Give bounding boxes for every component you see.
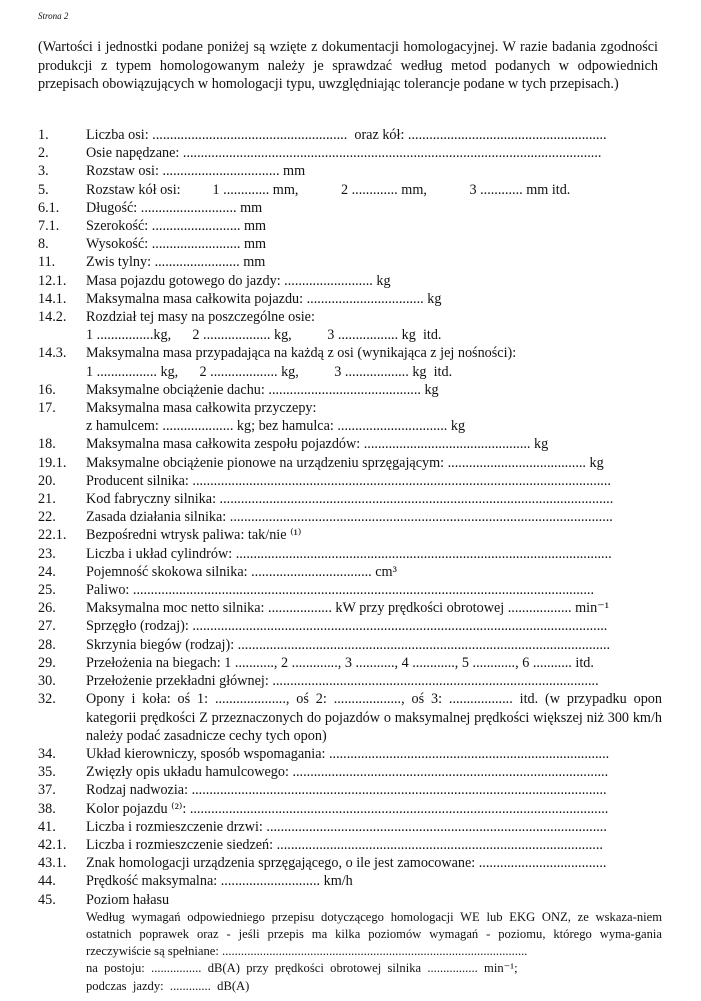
- item-text: [86, 617, 662, 635]
- form-item: [38, 836, 662, 854]
- item-text: [86, 800, 662, 818]
- item-number: 21.: [38, 491, 56, 508]
- intro-paragraph: (Wartości i jednostki podane poniżej są wzięte z dokumentacji homologacyjnej. W razie badania zgodności produkcji z typem homologowanym należy je sprawdzać według metod podanych w odpowiednich przepisach obowiązujących w homologacji typu, uwzględniając tolerancje podane w tych przepisach.): [38, 39, 658, 92]
- item-text: [86, 181, 662, 199]
- item-number: 20.: [38, 472, 56, 489]
- item-line: Skrzynia biegów (rodzaj): .........................................................................................................: [86, 636, 611, 653]
- item-line: Prędkość maksymalna: ............................ km/h: [86, 873, 353, 890]
- form-item: [38, 818, 662, 836]
- item-number: 12.1.: [38, 272, 67, 289]
- item-text: [86, 891, 662, 909]
- item-number: 7.1.: [38, 218, 60, 235]
- form-item: [38, 144, 662, 162]
- item-text: [86, 763, 662, 781]
- item-text: [86, 854, 662, 872]
- form-item: [38, 472, 662, 490]
- item-line: Szerokość: ......................... mm: [86, 218, 267, 235]
- item-line: Rodzaj nadwozia: .....................................................................................................................: [86, 782, 607, 799]
- item-number: 23.: [38, 545, 56, 562]
- item-number: 6.1.: [38, 199, 60, 216]
- item-line: Kod fabryczny silnika: ...............................................................................................................: [86, 491, 614, 508]
- form-item: [38, 490, 662, 508]
- item-line: Maksymalna masa całkowita przyczepy:: [86, 400, 317, 417]
- form-item: [38, 781, 662, 799]
- noise-level-block: [86, 909, 662, 995]
- form-item: [38, 763, 662, 781]
- item-text: [86, 599, 662, 617]
- form-item: [38, 435, 662, 453]
- item-line: Liczba osi: ....................................................... oraz kół: ........................................................: [86, 127, 607, 143]
- item-text: [86, 545, 662, 563]
- item-number: 37.: [38, 782, 56, 799]
- form-item: [38, 199, 662, 217]
- item-line: z hamulcem: .................... kg; bez hamulca: ............................... kg: [86, 418, 466, 435]
- item-line: 1 ................. kg, 2 ................... kg, 3 .................. kg itd.: [86, 363, 453, 380]
- item-number: 32.: [38, 691, 56, 708]
- item-line: Paliwo: ..................................................................................................................................: [86, 582, 594, 599]
- form-item: [38, 599, 662, 617]
- item-text: [86, 435, 662, 453]
- form-item: [38, 672, 662, 690]
- item-text: [86, 144, 662, 162]
- item-line: Pojemność skokowa silnika: .................................. cm³: [86, 563, 397, 580]
- item-number: 5.: [38, 181, 49, 198]
- form-item: [38, 126, 662, 144]
- form-item: [38, 508, 662, 526]
- item-text: [86, 654, 662, 672]
- item-number: 43.1.: [38, 855, 67, 872]
- item-text: [86, 344, 662, 380]
- form-item: [38, 290, 662, 308]
- item-line: Długość: ........................... mm: [86, 199, 263, 216]
- item-text: [86, 672, 662, 690]
- item-number: 8.: [38, 236, 49, 253]
- item-number: 22.: [38, 509, 56, 526]
- form-item: [38, 745, 662, 763]
- item-list: [38, 126, 662, 995]
- item-line: Sprzęgło (rodzaj): .....................................................................................................................: [86, 618, 608, 635]
- form-item: [38, 454, 662, 472]
- form-item: [38, 545, 662, 563]
- form-item: [38, 344, 662, 380]
- item-number: 29.: [38, 654, 56, 671]
- item-line: Kolor pojazdu ⁽²⁾: ......................................................................................................................: [86, 800, 609, 817]
- item-line: Zasada działania silnika: ............................................................................................................: [86, 509, 613, 526]
- item-line: Opony i koła: oś 1: ...................., oś 2: ..................., oś 3: .................. itd. (w przypadku opon kategorii prędkości Z przeznaczonych do pojazdów o maksymalnej prędkości większej niż 300 km/h należy podać zasadnicze cechy tych opon): [86, 691, 662, 744]
- item-number: 30.: [38, 673, 56, 690]
- item-number: 25.: [38, 582, 56, 599]
- item-text: [86, 636, 662, 654]
- item-line: Liczba i rozmieszczenie drzwi: ................................................................................................: [86, 818, 607, 835]
- item-line: Rozdział tej masy na poszczególne osie:: [86, 309, 315, 326]
- item-text: [86, 818, 662, 836]
- item-text: [86, 526, 662, 544]
- item-line: Maksymalna masa przypadająca na każdą z osi (wynikająca z jej nośności):: [86, 345, 517, 362]
- item-number: 19.1.: [38, 454, 67, 471]
- form-item: [38, 891, 662, 909]
- item-line: Znak homologacji urządzenia sprzęgającego, o ile jest zamocowane: ....................................: [86, 855, 607, 872]
- item-text: [86, 690, 662, 745]
- item-text: [86, 253, 662, 271]
- item-text: [86, 217, 662, 235]
- noise-driving-line: podczas jazdy: ............. dB(A): [86, 978, 250, 993]
- form-item: [38, 800, 662, 818]
- item-text: [86, 399, 662, 435]
- form-item: [38, 690, 662, 745]
- item-line: Wysokość: ......................... mm: [86, 236, 267, 253]
- item-line: Rozstaw osi: ................................. mm: [86, 163, 306, 180]
- item-number: 41.: [38, 818, 56, 835]
- form-item: [38, 854, 662, 872]
- form-item: [38, 253, 662, 271]
- item-number: 17.: [38, 400, 56, 417]
- item-number: 18.: [38, 436, 56, 453]
- form-item: [38, 636, 662, 654]
- form-item: [38, 217, 662, 235]
- form-item: [38, 381, 662, 399]
- item-line: Osie napędzane: ......................................................................................................................: [86, 145, 602, 162]
- item-text: [86, 563, 662, 581]
- item-line: Maksymalna masa całkowita zespołu pojazdów: ............................................... kg: [86, 436, 549, 453]
- item-number: 1.: [38, 127, 49, 143]
- item-line: Przełożenia na biegach: 1 ..........., 2 ............., 3 ..........., 4 ............, 5 ............, 6 ........... itd.: [86, 654, 594, 671]
- item-number: 22.1.: [38, 527, 67, 544]
- item-text: [86, 472, 662, 490]
- item-text: [86, 745, 662, 763]
- form-item: [38, 272, 662, 290]
- item-number: 24.: [38, 563, 56, 580]
- item-line: Bezpośredni wtrysk paliwa: tak/nie ⁽¹⁾: [86, 527, 302, 544]
- item-text: [86, 454, 662, 472]
- form-item: [38, 235, 662, 253]
- item-line: Rozstaw kół osi: 1 ............. mm, 2 ............. mm, 3 ............ mm itd.: [86, 181, 571, 198]
- item-line: Maksymalna moc netto silnika: .................. kW przy prędkości obrotowej .................. min⁻¹: [86, 600, 609, 617]
- noise-requirements-text: Według wymagań odpowiedniego przepisu dotyczącego homologacji WE lub EKG ONZ, ze wskaza-niem ostatnich poprawek oraz - jeśli przepis ma kilka poziomów wymagań - poziomu, którego wyma-gania rzeczywiście są spełniane: .................................................................................................: [86, 909, 662, 959]
- item-number: 28.: [38, 636, 56, 653]
- item-number: 44.: [38, 873, 56, 890]
- noise-stationary-line: na postoju: ................ dB(A) przy prędkości obrotowej silnika ................ min⁻¹;: [86, 961, 518, 976]
- item-number: 45.: [38, 891, 56, 908]
- item-text: [86, 272, 662, 290]
- form-item: [38, 399, 662, 435]
- item-line: Liczba i rozmieszczenie siedzeń: ............................................................................................: [86, 836, 603, 853]
- form-item: [38, 872, 662, 890]
- item-text: [86, 508, 662, 526]
- item-number: 16.: [38, 381, 56, 398]
- item-line: Maksymalne obciążenie dachu: ........................................... kg: [86, 381, 439, 398]
- item-number: 38.: [38, 800, 56, 817]
- item-text: [86, 381, 662, 399]
- item-number: 14.2.: [38, 309, 67, 326]
- item-number: 35.: [38, 764, 56, 781]
- item-text: [86, 235, 662, 253]
- item-text: [86, 199, 662, 217]
- item-text: [86, 781, 662, 799]
- item-line: Maksymalne obciążenie pionowe na urządzeniu sprzęgającym: ....................................... kg: [86, 454, 604, 471]
- form-item: [38, 181, 662, 199]
- item-line: Producent silnika: ......................................................................................................................: [86, 472, 611, 489]
- item-text: [86, 836, 662, 854]
- page-label: Strona 2: [38, 11, 69, 21]
- item-text: [86, 308, 662, 344]
- item-number: 14.3.: [38, 345, 67, 362]
- item-line: Układ kierowniczy, sposób wspomagania: ...............................................................................: [86, 745, 610, 762]
- item-line: Maksymalna masa całkowita pojazdu: ................................. kg: [86, 290, 442, 307]
- item-number: 14.1.: [38, 290, 67, 307]
- item-line: Zwis tylny: ........................ mm: [86, 254, 266, 271]
- item-number: 42.1.: [38, 836, 67, 853]
- form-item: [38, 526, 662, 544]
- item-number: 2.: [38, 145, 49, 162]
- form-item: [38, 162, 662, 180]
- item-line: Zwięzły opis układu hamulcowego: .........................................................................................: [86, 764, 609, 781]
- form-item: [38, 654, 662, 672]
- item-text: [86, 126, 662, 144]
- item-number: 11.: [38, 254, 56, 271]
- form-item: [38, 581, 662, 599]
- item-number: 3.: [38, 163, 49, 180]
- item-text: [86, 290, 662, 308]
- item-line: Poziom hałasu: [86, 891, 170, 908]
- item-line: 1 ................kg, 2 ................... kg, 3 ................. kg itd.: [86, 327, 442, 344]
- form-item: [38, 563, 662, 581]
- item-number: 34.: [38, 745, 56, 762]
- item-line: Masa pojazdu gotowego do jazdy: ......................... kg: [86, 272, 391, 289]
- form-item: [38, 308, 662, 344]
- item-text: [86, 872, 662, 890]
- item-text: [86, 162, 662, 180]
- item-text: [86, 490, 662, 508]
- item-line: Przełożenie przekładni głównej: ............................................................................................: [86, 673, 599, 690]
- form-item: [38, 617, 662, 635]
- item-number: 27.: [38, 618, 56, 635]
- item-number: 26.: [38, 600, 56, 617]
- item-text: [86, 581, 662, 599]
- item-line: Liczba i układ cylindrów: ..........................................................................................................: [86, 545, 612, 562]
